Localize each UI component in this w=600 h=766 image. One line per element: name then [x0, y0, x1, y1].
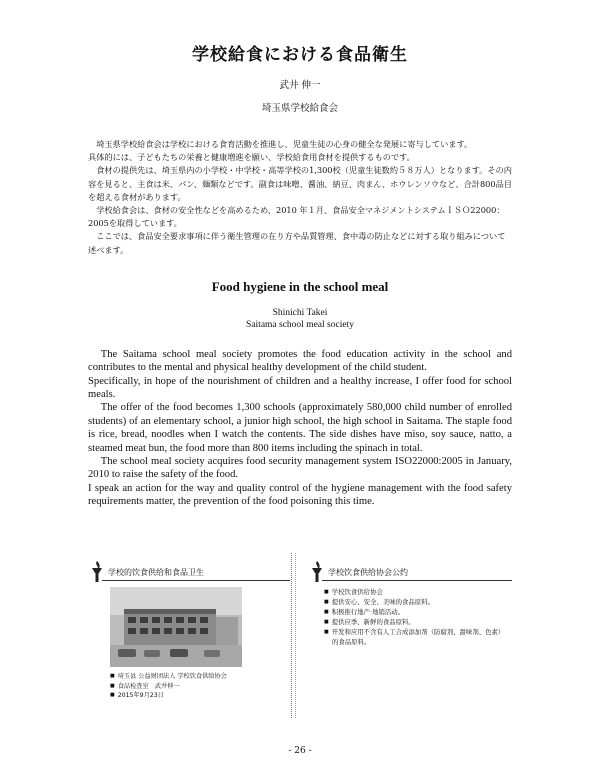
list-item: ■ 积极推行地产·地销活动。 — [324, 607, 510, 617]
abstract-en-paragraph: I speak an action for the way and quality control of the hygiene management with the food safety requirements matter, the prevention of the food poisoning this time. — [88, 482, 512, 508]
list-item: ■ 学校饮食供给协会 — [324, 587, 510, 597]
slide-figures — [88, 565, 512, 725]
list-item: ■ 开发和应用不含有人工合成添加剂（防腐剂、甜味剂、色素）的食品原料。 — [324, 627, 510, 647]
slide-right-underline — [322, 580, 512, 581]
abstract-ja-paragraph: 埼玉県学校給食会は学校における食育活動を推進し、児童生徒の心身の健全な発展に寄与しています。 — [96, 139, 473, 149]
title-english: Food hygiene in the school meal — [211, 278, 389, 294]
title-japanese: 学校給食における食品衛生 — [192, 45, 408, 65]
affiliation-japanese: 埼玉県学校給食会 — [261, 103, 338, 114]
slide-left-title: 学校的饮食供给和食品卫生 — [108, 568, 204, 577]
author-english: Shinichi Takei — [272, 307, 328, 318]
abstract-ja-paragraph: 食材の提供先は、埼玉県内の小学校・中学校・高等学校の1,300校（児童生徒数約５８万人）となります。その内容を見ると、主食は米、パン、麺類などです。副食は味噌、醤油、納豆、肉まん、ホウレンソウなど、合計800品目を超える食材があります。 — [88, 165, 512, 202]
slide-right-title: 学校饮食供给协会公约 — [328, 568, 408, 577]
slide-left — [88, 565, 290, 725]
slide-divider — [295, 553, 297, 718]
abstract-ja-paragraph: ここでは、食品安全要求事項に伴う衛生管理の在り方や品質管理、食中毒の防止などに対する取り組みについて述べます。 — [88, 231, 506, 255]
slide-right — [308, 565, 512, 725]
slide-left-captions — [110, 672, 227, 701]
building-photo — [110, 587, 242, 667]
affiliation-english: Saitama school meal society — [246, 319, 354, 330]
caption-line: ■ 2015年9月23日 — [110, 691, 227, 701]
slide-divider — [291, 553, 293, 718]
slide-left-header — [88, 565, 290, 583]
abstract-en-paragraph: The school meal society acquires food security management system ISO22000:2005 in January, 2010 to raise the safety of the food. — [88, 456, 512, 481]
page-number: - 26 - — [288, 746, 312, 756]
abstract-ja-paragraph: 具体的には、子どもたちの栄養と健康増進を願い、学校給食用食材を提供するものです。 — [88, 152, 415, 163]
abstract-en-paragraph: The offer of the food becomes 1,300 schools (approximately 580,000 child number of enrolled students) of an elementary school, a junior high school, the high school in Saitama. The staple food is rice, bread, noodles when I watch the contents. The side dishes have miso, soy sauce, natto, a steamed meat bun, the food more than 800 items including the spinach in total. — [88, 402, 512, 454]
list-item: ■ 提供应季、新鲜的食品原料。 — [324, 617, 510, 627]
slide-right-header — [308, 565, 512, 583]
author-japanese: 武井 伸一 — [279, 80, 321, 91]
abstract-japanese — [88, 138, 512, 257]
abstract-en-paragraph: The Saitama school meal society promotes the food education activity in the school and contributes to the mental and physical healthy development of the child student. — [88, 348, 512, 374]
caption-line: ■ 埼玉县 公益财团法人 学校饮食供给协会 — [110, 672, 227, 682]
list-item: ■ 提供安心、安全、美味的食品原料。 — [324, 597, 510, 607]
caption-line: ■ 食品检查室 武井伸一 — [110, 682, 227, 692]
abstract-ja-paragraph: 学校給食会は、食材の安全性などを高めるため、2010 年１月、食品安全マネジメントシステムＩＳＯ22000：2005を取得しています。 — [88, 205, 505, 229]
abstract-english — [88, 348, 512, 509]
slide-left-underline — [102, 580, 290, 581]
slide-right-list — [324, 587, 510, 647]
abstract-en-paragraph: Specifically, in hope of the nourishment of children and a healthy increase, I offer food for school meals. — [88, 375, 512, 401]
